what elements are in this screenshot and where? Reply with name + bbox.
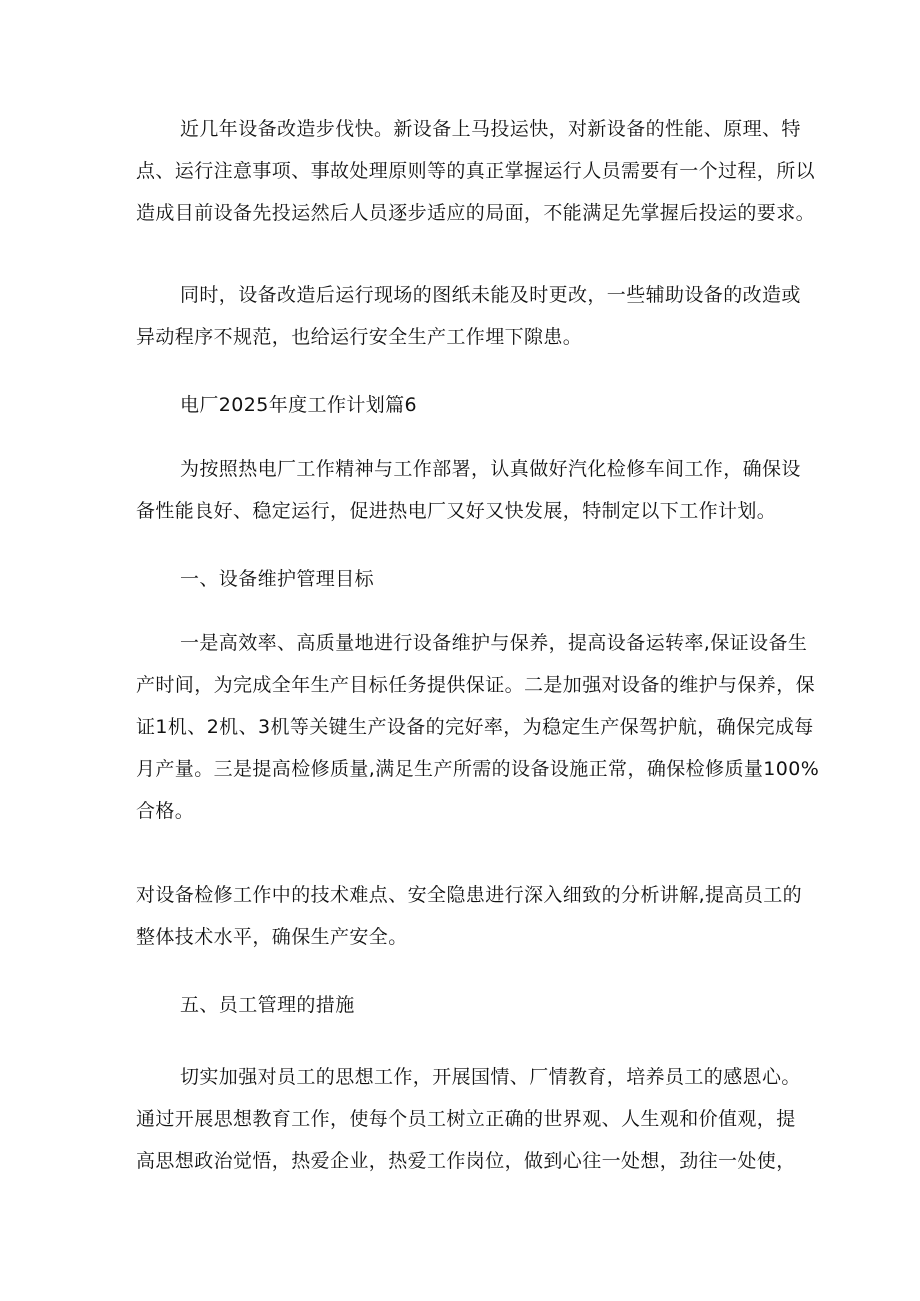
text-line: 高思想政治觉悟，热爱企业，热爱工作岗位，做到心往一处想，劲往一处使， (136, 1150, 796, 1172)
text-line: 对设备检修工作中的技术难点、安全隐患进行深入细致的分析讲解,提高员工的 (136, 884, 803, 906)
text-line: 整体技术水平，确保生产安全。 (136, 926, 408, 948)
paragraph-plan-intro (136, 448, 801, 532)
section-heading-plan (136, 384, 786, 426)
paragraph-drawing-update (136, 274, 801, 358)
text-line: 近几年设备改造步伐快。新设备上马投运快，对新设备的性能、原理、特 (180, 118, 801, 140)
text-line: 证1机、2机、3机等关键生产设备的完好率，为稳定生产保驾护航，确保完成每 (136, 716, 814, 738)
paragraph-staff-education (136, 1056, 801, 1182)
text-line: 五、员工管理的措施 (180, 994, 355, 1016)
text-line: 点、运行注意事项、事故处理原则等的真正掌握运行人员需要有一个过程，所以 (136, 160, 816, 182)
text-line: 电厂2025年度工作计划篇6 (180, 394, 418, 416)
text-line: 造成目前设备先投运然后人员逐步适应的局面，不能满足先掌握后投运的要求。 (136, 202, 816, 224)
text-line: 切实加强对员工的思想工作，开展国情、厂情教育，培养员工的感恩心。 (180, 1066, 801, 1088)
text-line: 异动程序不规范，也给运行安全生产工作埋下隙患。 (136, 326, 583, 348)
paragraph-technical-training (136, 874, 803, 958)
text-line: 为按照热电厂工作精神与工作部署，认真做好汽化检修车间工作，确保设 (180, 458, 801, 480)
text-line: 一是高效率、高质量地进行设备维护与保养，提高设备运转率,保证设备生 (180, 632, 808, 654)
text-line: 备性能良好、稳定运行，促进热电厂又好又快发展，特制定以下工作计划。 (136, 500, 777, 522)
text-line: 一、设备维护管理目标 (180, 568, 375, 590)
text-line: 月产量。三是提高检修质量,满足生产所需的设备设施正常，确保检修质量100% (136, 758, 820, 780)
text-line: 合格。 (136, 800, 195, 822)
text-line: 通过开展思想教育工作，使每个员工树立正确的世界观、人生观和价值观，提 (136, 1108, 796, 1130)
paragraph-device-upgrade (136, 108, 816, 234)
paragraph-maintenance-goals (136, 622, 820, 832)
section-heading-maintenance-goals (136, 558, 786, 600)
section-heading-staff-management (136, 984, 786, 1026)
text-line: 同时，设备改造后运行现场的图纸未能及时更改，一些辅助设备的改造或 (180, 284, 801, 306)
text-line: 产时间，为完成全年生产目标任务提供保证。二是加强对设备的维护与保养，保 (136, 674, 816, 696)
